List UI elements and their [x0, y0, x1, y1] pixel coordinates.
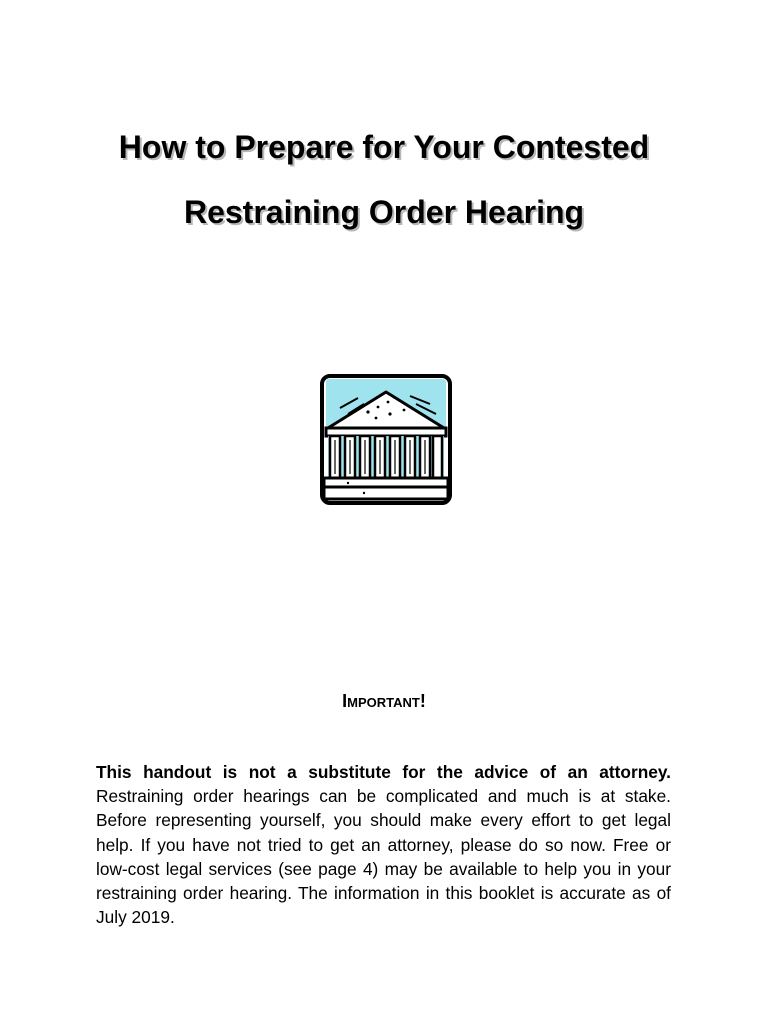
courthouse-icon [318, 372, 454, 508]
important-heading: Important! [342, 691, 426, 711]
notice-body: Restraining order hearings can be complicated and much is at stake. Before representing yourself, you should make every effort to get legal help. If you have not tried to get an attorney, please do so now. Free or low-cost legal services (see page 4) may be available to help you in your restraining order hearing. The information in this booklet is accurate as of July 2019. [96, 786, 671, 928]
notice-lead: This handout is not a substitute for the advice of an attorney. [96, 762, 671, 782]
notice-paragraph [96, 760, 671, 929]
page-title-line-2: Restraining Order Hearing [183, 194, 585, 230]
page-title-line-1: How to Prepare for Your Contested [118, 129, 650, 165]
